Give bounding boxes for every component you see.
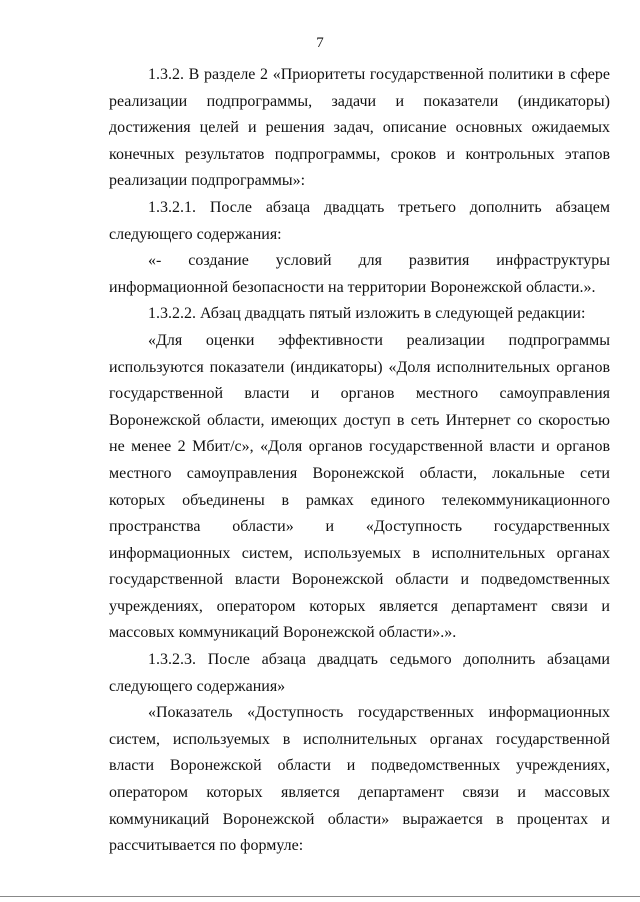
paragraph-quoted-indicators: «Для оценки эффективности реализации подпрограммы используются показатели (индикаторы) «Доля исполнительных органов государственной власти и органов местного самоуправления Воронежской области, имеющих доступ в сеть Интернет со скоростью не менее 2 Мбит/с», «Доля органов государственной власти и органов местного самоуправления Воронежской области, локальные сети которых объединены в рамках единого телекоммуникационного пространства области» и «Доступность государственных информационных систем, используемых в исполнительных органах государственной власти Воронежской области и подведомственных учреждениях, оператором которых является департамент связи и массовых коммуникаций Воронежской области».». [109,331,610,642]
document-body [109,62,610,860]
paragraph-1-3-2: 1.3.2. В разделе 2 «Приоритеты государственной политики в сфере реализации подпрограммы, задачи и показатели (индикаторы) достижения целей и решения задач, описание основных ожидаемых конечных результатов подпрограммы, сроков и контрольных этапов реализации подпрограммы»: [109,66,610,190]
paragraph-quoted-formula-intro: «Показатель «Доступность государственных информационных систем, используемых в исполнительных органах государственной власти Воронежской области и подведомственных учреждениях, оператором которых является департамент связи и массовых коммуникаций Воронежской области» выражается в процентах и рассчитывается по формуле: [109,704,610,855]
paragraph-1-3-2-3: 1.3.2.3. После абзаца двадцать седьмого дополнить абзацами следующего содержания» [109,651,610,695]
page-number: 7 [316,35,324,51]
paragraph-quoted-infrastructure: «- создание условий для развития инфраструктуры информационной безопасности на территории Воронежской области.». [109,252,610,296]
bottom-scan-edge [0,896,640,897]
paragraph-1-3-2-1: 1.3.2.1. После абзаца двадцать третьего дополнить абзацем следующего содержания: [109,198,610,243]
paragraph-1-3-2-2: 1.3.2.2. Абзац двадцать пятый изложить в следующей редакции: [148,305,586,323]
